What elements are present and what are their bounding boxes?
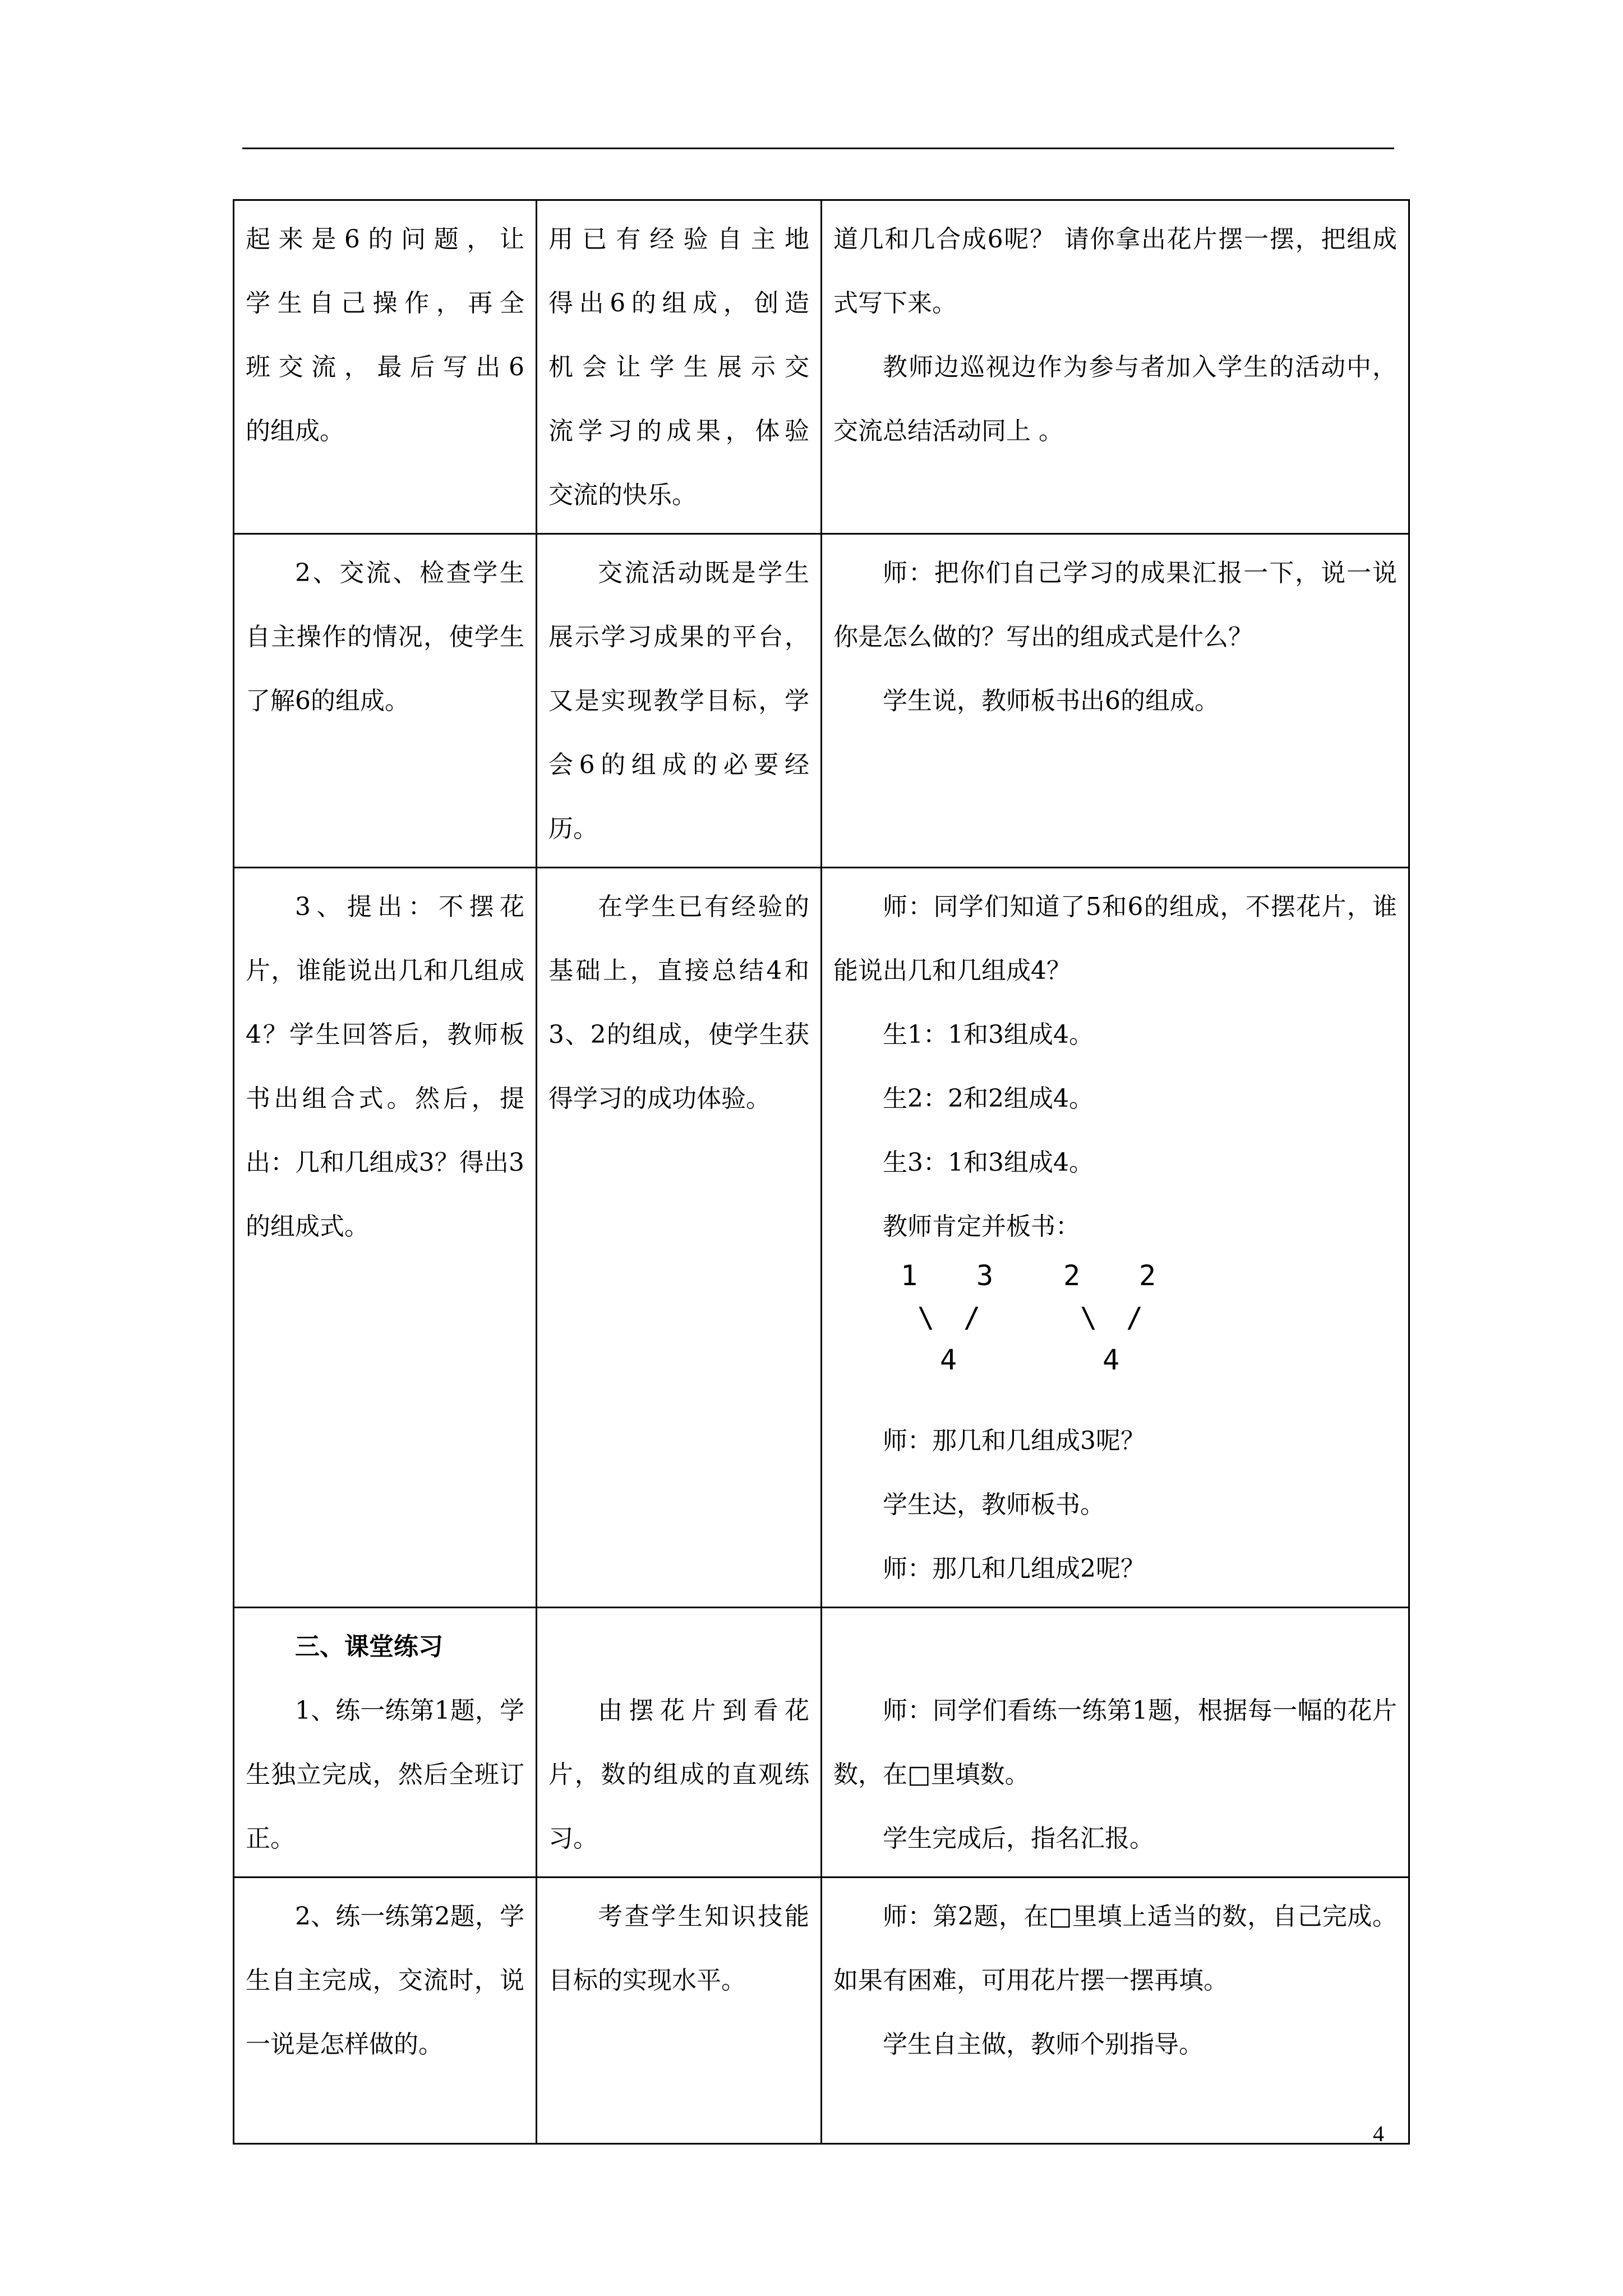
diagram-total: 4 [940, 1343, 957, 1376]
activity-cell [234, 868, 537, 1608]
paragraph: 教师肯定并板书： [883, 1212, 1080, 1241]
diagram-part: 3 [976, 1259, 994, 1292]
diagram-total: 4 [1103, 1343, 1120, 1376]
activity-cell [234, 1878, 537, 2144]
process-cell [822, 1608, 1409, 1878]
activity-cell [234, 1608, 537, 1878]
diagram-slash: / [963, 1301, 981, 1334]
header-rule [242, 148, 1394, 149]
paragraph: 2、练一练第2题，学生自主完成，交流时，说一说是怎样做的。 [246, 1902, 524, 2059]
diagram-slash: / [1126, 1301, 1144, 1334]
process-cell [822, 868, 1409, 1608]
diagram-part: 1 [901, 1259, 918, 1292]
intent-cell [537, 868, 822, 1608]
diagram-slash: \ [1080, 1301, 1098, 1334]
diagram-slash: \ [917, 1301, 935, 1334]
process-cell [822, 200, 1409, 534]
activity-cell: 起来是6的问题，让 学生自己操作，再全 班交流，最后写出6 的组成。 [234, 200, 537, 534]
table-row [234, 1878, 1409, 2144]
diagram-part: 2 [1063, 1259, 1081, 1292]
intent-cell [537, 1878, 822, 2144]
paragraph: 师：那几和几组成2呢？ [883, 1554, 1145, 1583]
paragraph: 学生达，教师板书。 [883, 1490, 1105, 1519]
table-row [234, 1608, 1409, 1878]
paragraph: 1、练一练第1题，学生独立完成，然后全班订正。 [246, 1696, 524, 1853]
process-cell [822, 534, 1409, 868]
table-row [234, 534, 1409, 868]
paragraph: 学生完成后，指名汇报。 [883, 1824, 1154, 1853]
paragraph: 师：把你们自己学习的成果汇报一下，说一说你是怎么做的？写出的组成式是什么？ [833, 559, 1397, 651]
intent-cell [537, 1608, 822, 1878]
paragraph: 生3：1和3组成4。 [883, 1148, 1094, 1177]
table-row [234, 200, 1409, 534]
diagram-part: 2 [1139, 1259, 1156, 1292]
paragraph: 在学生已有经验的基础上，直接总结4和3、2的组成，使学生获得学习的成功体验。 [548, 892, 809, 1113]
composition-diagram [901, 1259, 1397, 1409]
table-row [234, 868, 1409, 1608]
page-number: 4 [1373, 2121, 1384, 2146]
intent-cell: 用已有经验自主地 得出6的组成，创造 机会让学生展示交 流学习的成果，体验 交流的快乐。 [537, 200, 822, 534]
section-title: 三、课堂练习 [295, 1632, 443, 1661]
paragraph: 师：同学们知道了5和6的组成，不摆花片，谁能说出几和几组成4？ [833, 892, 1397, 985]
paragraph: 生2：2和2组成4。 [883, 1084, 1094, 1113]
paragraph: 师：第2题，在□里填上适当的数，自己完成。如果有困难，可用花片摆一摆再填。 [833, 1902, 1397, 1995]
paragraph: 教师边巡视边作为参与者加入学生的活动中，交流总结活动同上 。 [833, 353, 1397, 445]
paragraph: 由摆花片到看花片，数的组成的直观练习。 [548, 1696, 809, 1853]
paragraph: 师：那几和几组成3呢？ [883, 1427, 1145, 1455]
paragraph: 交流活动既是学生展示学习成果的平台，又是实现教学目标，学会6的组成的必要经历。 [548, 559, 809, 843]
lesson-plan-table [233, 199, 1410, 2145]
paragraph: 学生说，教师板书出6的组成。 [883, 687, 1219, 715]
paragraph: 师：同学们看练一练第1题，根据每一幅的花片数，在□里填数。 [833, 1696, 1397, 1789]
paragraph: 学生自主做，教师个别指导。 [883, 2030, 1204, 2059]
paragraph: 2、交流、检查学生自主操作的情况，使学生了解6的组成。 [246, 559, 524, 715]
paragraph: 考查学生知识技能目标的实现水平。 [548, 1902, 809, 1995]
process-cell [822, 1878, 1409, 2144]
paragraph: 道几和几合成6呢？ 请你拿出花片摆一摆，把组成式写下来。 [833, 225, 1397, 318]
intent-cell [537, 534, 822, 868]
activity-cell [234, 534, 537, 868]
paragraph: 生1：1和3组成4。 [883, 1020, 1094, 1049]
paragraph: 3、提出：不摆花片，谁能说出几和几组成4？学生回答后，教师板书出组合式。然后，提出：几和几组成3？得出3的组成式。 [246, 892, 524, 1241]
